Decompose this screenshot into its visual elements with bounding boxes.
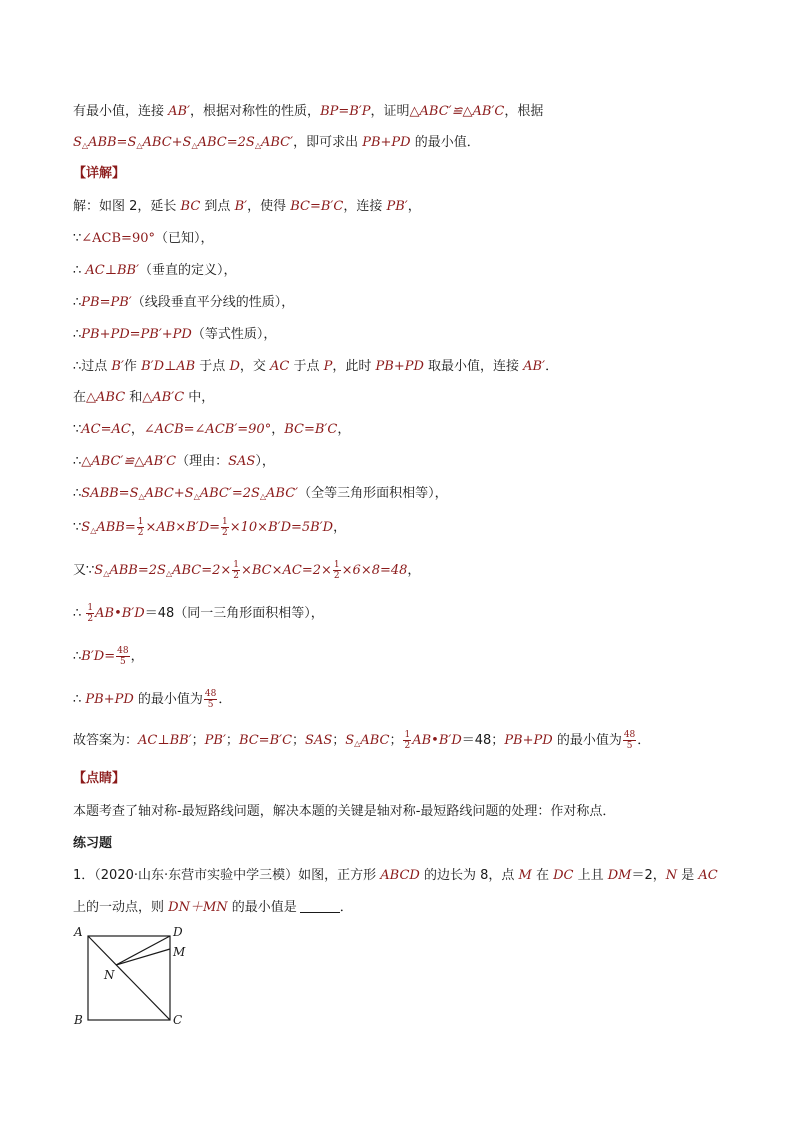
fraction: $\frac{1}{2}$ bbox=[333, 560, 340, 581]
label-a: A bbox=[74, 925, 83, 939]
solution-line-13: ∴ $\frac{1}{2}$ AB•B′D＝48（同一三角形面积相等）， bbox=[73, 603, 324, 624]
solution-line-11: $\because S_\triangle ABB=$ $\frac{1}{2}$ ×AB×B′D= $\frac{1}{2}$ ×10×B′D=5B′D， bbox=[73, 517, 347, 538]
fraction: $\frac{1}{2}$ bbox=[87, 603, 94, 624]
label-n: N bbox=[104, 968, 115, 982]
solution-line-15: ∴ PB+PD 的最小值为 $\frac{48}{5}$ ． bbox=[73, 689, 232, 710]
fraction: $\frac{48}{5}$ bbox=[204, 689, 217, 710]
line-analysis-2: $S_\triangle ABB=S_\triangle ABC+S_\triangle ABC=2S_\triangle ABC'$，即可求出 PB+PD 的最小值． bbox=[73, 135, 480, 150]
fraction: $\frac{48}{5}$ bbox=[117, 646, 129, 667]
label-m: M bbox=[173, 945, 186, 959]
heading-comment: 【点睛】 bbox=[73, 771, 126, 786]
exercise-line-1: 1．（2020·山东·东营市实验中学三模）如图，正方形 ABCD 的边长为 8，点 M 在 DC 上且 DM＝2，N 是 AC bbox=[73, 868, 718, 883]
label-b: B bbox=[74, 1013, 83, 1027]
square-figure bbox=[70, 922, 200, 1032]
label-d: D bbox=[173, 925, 183, 939]
solution-line-1: 解：如图 2，延长 BC 到点 B′，使得 BC=B′C，连接 PB′， bbox=[73, 199, 421, 214]
answer-line: 故答案为：AC⊥BB′；PB′；BC=B′C；SAS；$S_\triangle ABC$； $\frac{1}{2}$ AB•B′D＝48；PB+PD 的最小值为 $\frac{48}{5}$ ． bbox=[73, 730, 651, 751]
solution-line-2: ∵∠ACB=90°（已知）， bbox=[73, 231, 214, 246]
solution-line-8: ∵AC=AC，∠ACB=∠ACB′=90°，BC=B′C， bbox=[73, 422, 351, 437]
line-analysis-1: 有最小值，连接 AB′，根据对称性的性质，BP=B′P，证明△ABC′≌△AB′C，根据 bbox=[73, 104, 544, 119]
fraction: $\frac{48}{5}$ bbox=[623, 730, 636, 751]
diagonal-ac bbox=[88, 936, 170, 1020]
segment-nm bbox=[116, 949, 170, 965]
solution-line-7: 在△ABC 和△AB′C 中， bbox=[73, 390, 215, 405]
solution-line-14: ∴B′D= $\frac{48}{5}$ ， bbox=[73, 646, 144, 667]
segment-nd bbox=[116, 936, 170, 965]
fraction: $\frac{1}{2}$ bbox=[404, 730, 411, 751]
fraction: $\frac{1}{2}$ bbox=[137, 517, 144, 538]
solution-line-3: ∴ AC⊥BB′（垂直的定义）， bbox=[73, 263, 237, 278]
label-c: C bbox=[173, 1013, 183, 1027]
comment-text: 本题考查了轴对称-最短路线问题，解决本题的关键是轴对称-最短路线问题的处理：作对称点． bbox=[73, 804, 616, 819]
fraction: $\frac{1}{2}$ bbox=[233, 560, 239, 581]
solution-line-6: ∴过点 B′作 B′D⊥AB 于点 D，交 AC 于点 P，此时 PB+PD 取最小值，连接 AB′． bbox=[73, 359, 559, 374]
fraction: $\frac{1}{2}$ bbox=[222, 517, 228, 538]
heading-detail: 【详解】 bbox=[73, 166, 126, 181]
answer-blank bbox=[300, 900, 340, 913]
solution-line-4: ∴PB=PB′（线段垂直平分线的性质）， bbox=[73, 295, 295, 310]
solution-line-12: 又$\because S_\triangle ABB=2S_\triangle ABC=2\times$ $\frac{1}{2}$ ×BC×AC=2× $\frac{1}{2}$ ×6×8=48， bbox=[73, 560, 421, 581]
solution-line-9: ∴△ABC′≌△AB′C（理由：SAS）， bbox=[73, 454, 275, 469]
exercise-line-2: 上的一动点，则 DN＋MN 的最小值是 ． bbox=[73, 900, 353, 915]
solution-line-5: ∴PB+PD=PB′+PD（等式性质）， bbox=[73, 327, 277, 342]
heading-exercises: 练习题 bbox=[73, 836, 113, 851]
solution-line-10: $\therefore SABB=S_\triangle ABC+S_\triangle ABC'=2S_\triangle ABC'$（全等三角形面积相等）， bbox=[73, 486, 448, 501]
